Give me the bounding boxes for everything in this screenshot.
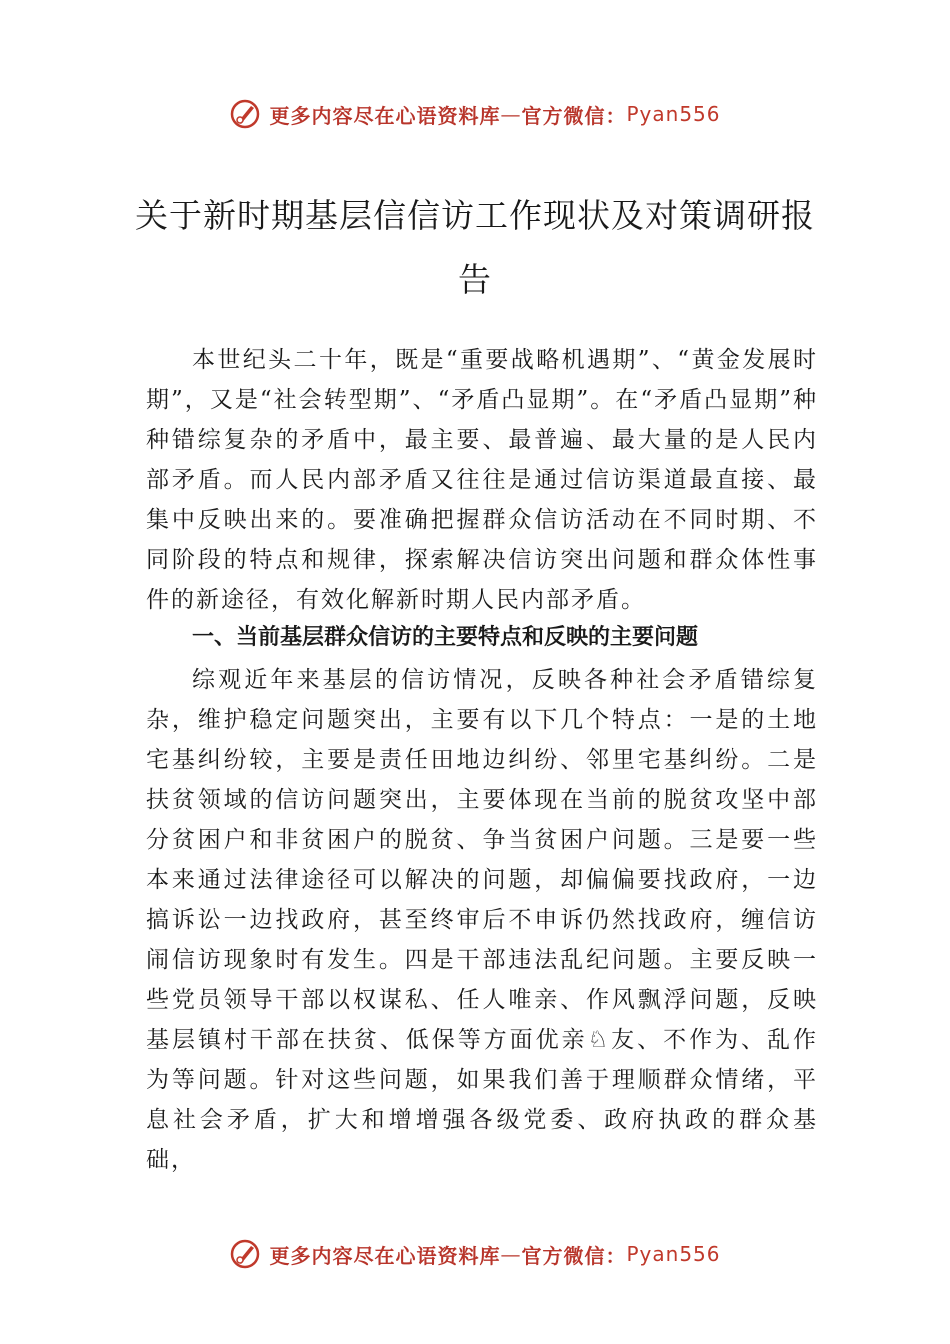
section-paragraph: 综观近年来基层的信访情况，反映各种社会矛盾错综复杂，维护稳定问题突出，主要有以下几个特点：一是的土地宅基纠纷较，主要是责任田地边纠纷、邻里宅基纠纷。二是扶贫领域的信访问题突出，主要体现在当前的脱贫攻坚中部分贫困户和非贫困户的脱贫、争当贫困户问题。三是要一些本来通过法律途径可以解决的问题，却偏偏要找政府，一边搞诉讼一边找政府，甚至终审后不申诉仍然找政府，缠信访闹信访现象时有发生。四是干部违法乱纪问题。主要反映一些党员领导干部以权谋私、任人唯亲、作风飘浮问题，反映基层镇村干部在扶贫、低保等方面优亲♘友、不作为、乱作为等问题。针对这些问题，如果我们善于理顺群众情绪，平息社会矛盾，扩大和增增强各级党委、政府执政的群众基础， xyxy=(146,667,818,1173)
watermark-brand: 更多内容尽在心语资料库 xyxy=(269,1243,501,1268)
intro-paragraph: 本世纪头二十年，既是“重要战略机遇期”、“黄金发展时期”，又是“社会转型期”、“矛盾凸显期”。在“矛盾凸显期”种种错综复杂的矛盾中，最主要、最普遍、最大量的是人民内部矛盾。而人民内部矛盾又往往是通过信访渠道最直接、最集中反映出来的。要准确把握群众信访活动在不同时期、不同阶段的特点和规律，探索解决信访突出问题和群众体性事件的新途径，有效化解新时期人民内部矛盾。 xyxy=(146,347,818,613)
document-title: 关于新时期基层信信访工作现状及对策调研报告 xyxy=(135,196,815,299)
watermark-handle: Pyan556 xyxy=(626,102,721,126)
watermark-brand: 更多内容尽在心语资料库 xyxy=(269,103,501,128)
watermark-handle: Pyan556 xyxy=(626,1242,721,1266)
pen-logo-icon xyxy=(229,98,261,130)
watermark-label: 官方微信： xyxy=(521,103,627,128)
pen-logo-icon xyxy=(229,1238,261,1270)
footer-watermark xyxy=(0,1234,950,1274)
section-heading: 一、当前基层群众信访的主要特点和反映的主要问题 xyxy=(192,625,699,650)
watermark-label: 官方微信： xyxy=(521,1243,627,1268)
watermark-separator: — xyxy=(500,102,522,126)
header-watermark xyxy=(0,94,950,134)
watermark-separator: — xyxy=(500,1242,522,1266)
